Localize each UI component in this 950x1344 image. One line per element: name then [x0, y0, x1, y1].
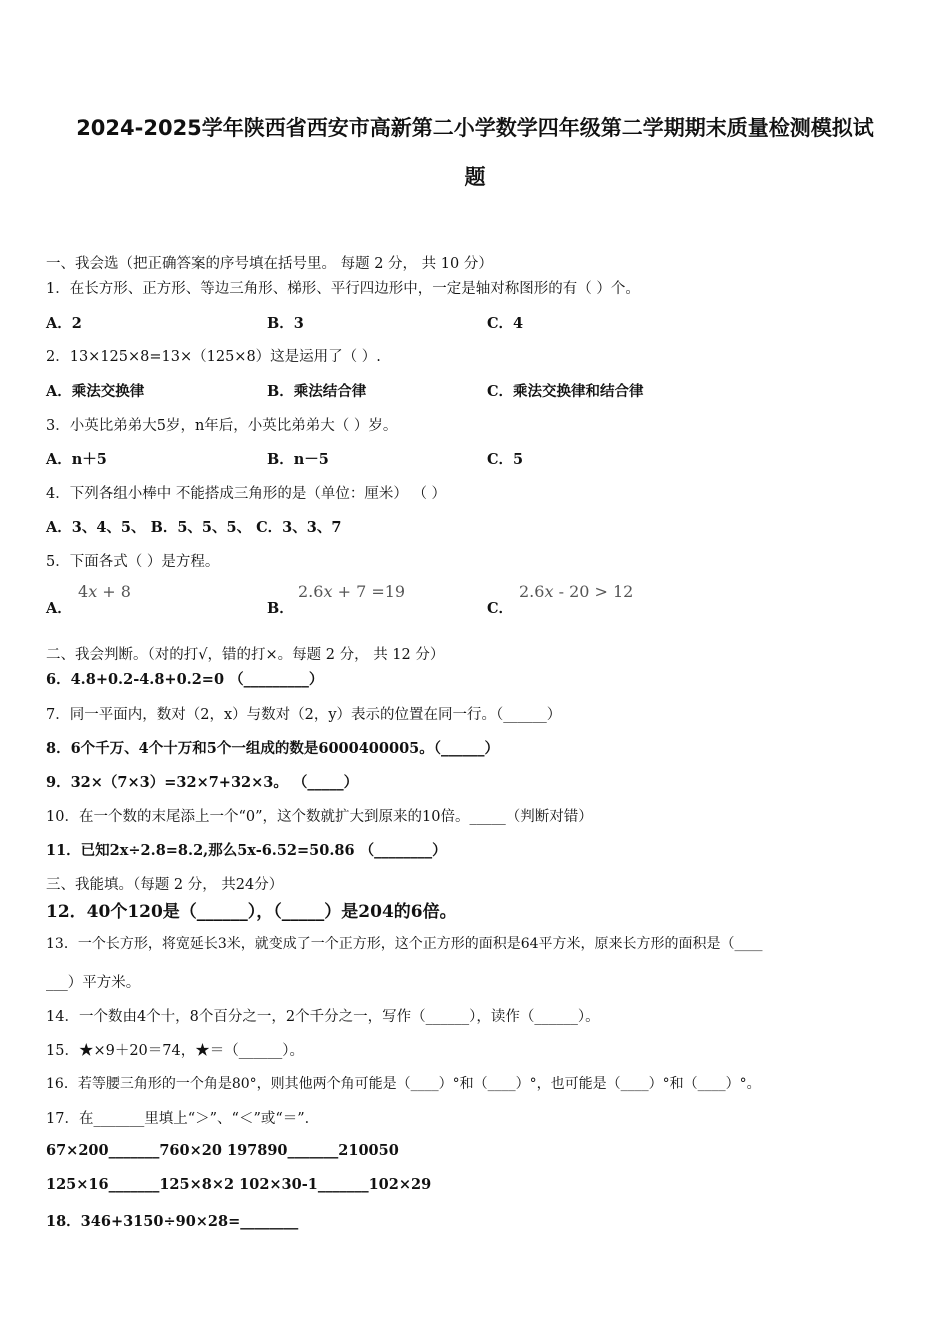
q2-option-c: C．乘法交换律和结合律 — [487, 383, 644, 400]
q2-option-a: A．乘法交换律 — [46, 383, 145, 400]
q5-option-a-label: A． — [46, 600, 72, 617]
q1-option-c: C．4 — [487, 315, 524, 332]
q5-option-b-expression: 2.6x + 7 =19 — [298, 582, 406, 601]
q3-option-b: B．n－5 — [267, 451, 329, 468]
q9-text: 9．32×（7×3）=32×7+32×3。 （_____） — [46, 774, 359, 791]
q17-text: 17．在_______里填上“＞”、“＜”或“＝”． — [46, 1111, 320, 1127]
q5-option-a-expression: 4x + 8 — [78, 582, 131, 601]
q5-text: 5．下面各式（ ）是方程。 — [46, 554, 220, 570]
section3-header: 三、我能填。（每题 2 分， 共24分） — [46, 877, 284, 893]
q3-text: 3．小英比弟弟大5岁，n年后，小英比弟弟大（ ）岁。 — [46, 418, 398, 434]
q17-row1: 67×200_______760×20 197890_______210050 — [46, 1142, 399, 1159]
q5-option-b-label: B． — [267, 600, 294, 617]
q3-option-c: C．5 — [487, 451, 524, 468]
exam-title-line1: 2024-2025学年陕西省西安市高新第二小学数学四年级第二学期期末质量检测模拟试 — [76, 116, 874, 140]
q4-options: A．3、4、5、 B．5、5、5、 C．3、3、7 — [46, 519, 342, 536]
q2-option-b: B．乘法结合律 — [267, 383, 367, 400]
q1-option-a: A．2 — [46, 315, 82, 332]
q1-option-b: B．3 — [267, 315, 304, 332]
q11-text: 11．已知2x÷2.8=8.2,那么5x-6.52=50.86 （________） — [46, 842, 447, 859]
section2-header: 二、我会判断。（对的打√，错的打×。每题 2 分， 共 12 分） — [46, 647, 445, 663]
q13-continuation: ___）平方米。 — [46, 975, 141, 991]
q2-text: 2．13×125×8=13×（125×8）这是运用了（ ）. — [46, 349, 381, 365]
q8-text: 8．6个千万、4个十万和5个一组成的数是6000400005。（______） — [46, 740, 499, 757]
q14-text: 14．一个数由4个十，8个百分之一，2个千分之一，写作（______），读作（______）。 — [46, 1009, 600, 1025]
q1-text: 1．在长方形、正方形、等边三角形、梯形、平行四边形中，一定是轴对称图形的有（ ）个。 — [46, 281, 640, 297]
q6-text: 6．4.8+0.2-4.8+0.2=0 （_________） — [46, 671, 324, 688]
exam-title-line2: 题 — [464, 165, 486, 189]
q3-option-a: A．n＋5 — [46, 451, 107, 468]
q15-text: 15．★×9＋20＝74，★＝（______）。 — [46, 1043, 304, 1059]
section1-header: 一、我会选（把正确答案的序号填在括号里。 每题 2 分， 共 10 分） — [46, 256, 493, 272]
q5-option-c-expression: 2.6x - 20 > 12 — [519, 582, 634, 601]
q7-text: 7．同一平面内，数对（2，x）与数对（2，y）表示的位置在同一行。（______） — [46, 707, 562, 723]
q10-text: 10．在一个数的末尾添上一个“0”，这个数就扩大到原来的10倍。_____（判断对错） — [46, 809, 593, 825]
q16-text: 16．若等腰三角形的一个角是80°，则其他两个角可能是（____）°和（____）°，也可能是（____）°和（____）°。 — [46, 1076, 761, 1092]
q4-text: 4．下列各组小棒中 不能搭成三角形的是（单位：厘米） （ ） — [46, 486, 447, 502]
q13-text: 13．一个长方形，将宽延长3米，就变成了一个正方形，这个正方形的面积是64平方米，原来长方形的面积是（____ — [46, 936, 763, 952]
q17-row2: 125×16_______125×8×2 102×30-1_______102×29 — [46, 1176, 432, 1193]
q5-option-c-label: C． — [487, 600, 514, 617]
q12-text: 12．40个120是（______），（_____）是204的6倍。 — [46, 902, 457, 922]
q18-text: 18．346+3150÷90×28=________ — [46, 1213, 299, 1230]
